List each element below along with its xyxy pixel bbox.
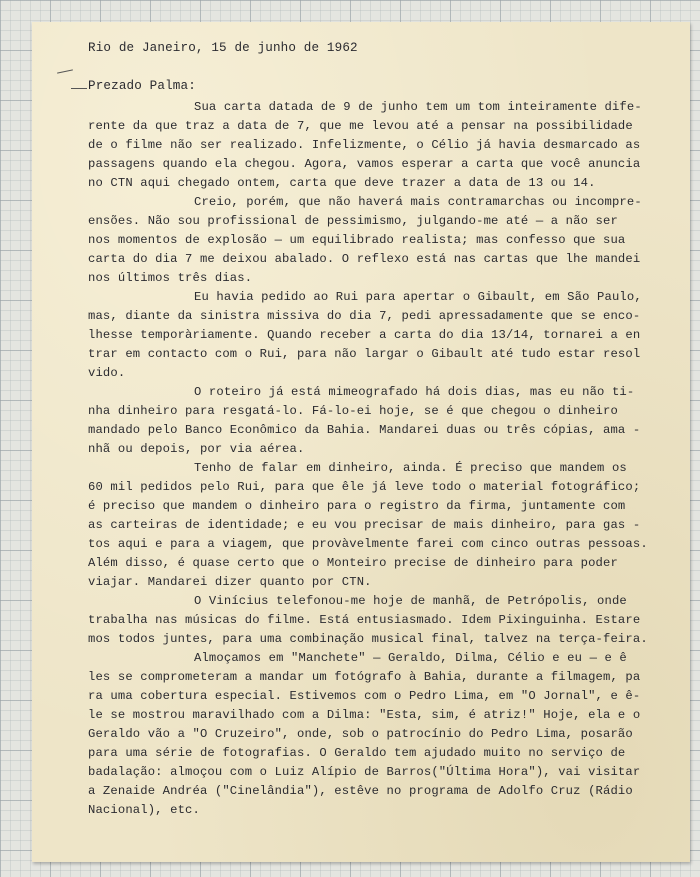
letter-line: O Vinícius telefonou-me hoje de manhã, de Petrópolis, onde — [194, 594, 627, 608]
letter-line: O roteiro já está mimeografado há dois dias, mas eu não ti- — [194, 385, 635, 399]
letter-line: de o filme não ser realizado. Infelizmente, o Célio já havia desmarcado as — [88, 138, 641, 152]
letter-line: lhesse temporàriamente. Quando receber a carta do dia 13/14, tornarei a en — [88, 328, 641, 342]
letter-line: ra uma cobertura especial. Estivemos com o Pedro Lima, em "O Jornal", e ê- — [88, 689, 641, 703]
letter-line: Creio, porém, que não haverá mais contramarchas ou incompre- — [194, 195, 642, 209]
letter-line: Além disso, é quase certo que o Monteiro precise de dinheiro para poder — [88, 556, 618, 570]
letter-salutation: Prezado Palma: — [88, 79, 196, 93]
letter-line: nos últimos três dias. — [88, 271, 253, 285]
letter-line: les se comprometeram a mandar um fotógrafo à Bahia, durante a filmagem, pa — [88, 670, 641, 684]
letter-line: trar em contacto com o Rui, para não largar o Gibault até tudo estar resol — [88, 347, 641, 361]
letter-sheet — [32, 22, 690, 862]
letter-line: trabalha nas músicas do filme. Está entusiasmado. Idem Pixinguinha. Estare — [88, 613, 641, 627]
letter-line: passagens quando ela chegou. Agora, vamos esperar a carta que você anuncia — [88, 157, 641, 171]
letter-line: 60 mil pedidos pelo Rui, para que êle já leve todo o material fotográfico; — [88, 480, 641, 494]
letter-line: carta do dia 7 me deixou abalado. O reflexo está nas cartas que lhe mandei — [88, 252, 641, 266]
letter-line: Eu havia pedido ao Rui para apertar o Gibault, em São Paulo, — [194, 290, 642, 304]
letter-line: mandado pelo Banco Econômico da Bahia. Mandarei duas ou três cópias, ama - — [88, 423, 641, 437]
letter-line: ensões. Não sou profissional de pessimismo, julgando-me até — a não ser — [88, 214, 618, 228]
letter-line: nha dinheiro para resgatá-lo. Fá-lo-ei hoje, se é que chegou o dinheiro — [88, 404, 618, 418]
letter-line: para uma série de fotografias. O Geraldo tem ajudado muito no serviço de — [88, 746, 626, 760]
letter-line: as carteiras de identidade; e eu vou precisar de mais dinheiro, para gas - — [88, 518, 641, 532]
letter-line: Almoçamos em "Manchete" — Geraldo, Dilma, Célio e eu — e ê — [194, 651, 627, 665]
letter-line: vido. — [88, 366, 126, 380]
letter-line: a Zenaide Andréa ("Cinelândia"), estêve no programa de Adolfo Cruz (Rádio — [88, 784, 633, 798]
letter-line: mos todos juntes, para uma combinação musical final, talvez na terça-feira. — [88, 632, 648, 646]
letter-line: mas, diante da sinistra missiva do dia 7, pedi apressadamente que se enco- — [88, 309, 641, 323]
letter-line: no CTN aqui chegado ontem, carta que deve trazer a data de 13 ou 14. — [88, 176, 596, 190]
letter-dateline: Rio de Janeiro, 15 de junho de 1962 — [88, 41, 358, 55]
letter-line: viajar. Mandarei dizer quanto por CTN. — [88, 575, 372, 589]
letter-line: Sua carta datada de 9 de junho tem um tom inteiramente dife- — [194, 100, 642, 114]
letter-line: nos momentos de explosão — um equilibrado realista; mas confesso que sua — [88, 233, 626, 247]
letter-line: le se mostrou maravilhado com a Dilma: "Esta, sim, é atriz!" Hoje, ela e o — [88, 708, 641, 722]
letter-line: badalação: almoçou com o Luiz Alípio de Barros("Última Hora"), vai visitar — [88, 765, 641, 779]
letter-line: nhã ou depois, por via aérea. — [88, 442, 305, 456]
letter-line: tos aqui e para a viagem, que provàvelmente farei com cinco outras pessoas. — [88, 537, 648, 551]
letter-line: Nacional), etc. — [88, 803, 200, 817]
letter-line: Geraldo vão a "O Cruzeiro", onde, sob o patrocínio do Pedro Lima, posarão — [88, 727, 633, 741]
letter-line: é preciso que mandem o dinheiro para o registro da firma, juntamente com — [88, 499, 626, 513]
letter-line: rente da que traz a data de 7, que me levou até a pensar na possibilidade — [88, 119, 633, 133]
letter-text — [32, 22, 690, 862]
letter-line: Tenho de falar em dinheiro, ainda. É preciso que mandem os — [194, 461, 627, 475]
